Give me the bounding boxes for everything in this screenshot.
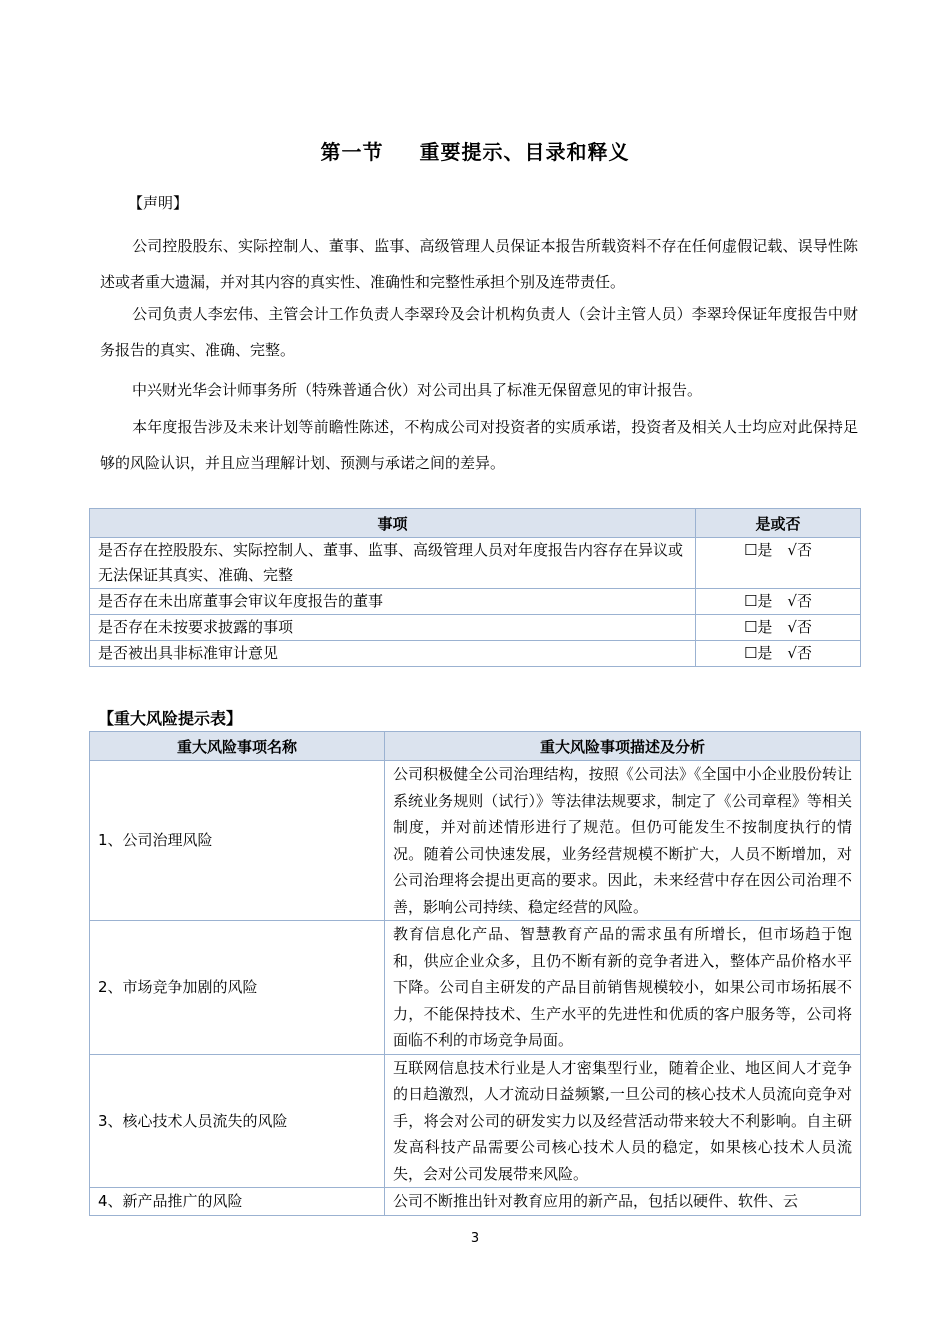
column-header: 重大风险事项描述及分析 — [385, 732, 861, 761]
column-header: 重大风险事项名称 — [90, 732, 385, 761]
table-row — [90, 538, 861, 589]
declaration-paragraph: 公司控股股东、实际控制人、董事、监事、高级管理人员保证本报告所载资料不存在任何虚假记载、误导性陈述或者重大遗漏，并对其内容的真实性、准确性和完整性承担个别及连带责任。 — [100, 237, 858, 291]
risk-name-cell: 3、核心技术人员流失的风险 — [90, 1054, 385, 1188]
item-cell: 是否存在控股股东、实际控制人、董事、监事、高级管理人员对年度报告内容存在异议或无法保证其真实、准确、完整 — [90, 538, 696, 589]
risk-name-cell: 4、新产品推广的风险 — [90, 1188, 385, 1216]
answer-cell: ☐是 √否 — [696, 538, 861, 589]
answer-cell: ☐是 √否 — [696, 641, 861, 667]
column-header: 事项 — [90, 509, 696, 538]
risk-table-heading: 【重大风险提示表】 — [98, 709, 243, 728]
risk-name-cell: 2、市场竞争加剧的风险 — [90, 921, 385, 1055]
declaration-heading: 【声明】 — [128, 194, 189, 212]
item-cell: 是否被出具非标准审计意见 — [90, 641, 696, 667]
risk-desc-cell: 互联网信息技术行业是人才密集型行业，随着企业、地区间人才竞争的日趋激烈，人才流动日益频繁,一旦公司的核心技术人员流向竞争对手，将会对公司的研发实力以及经营活动带来较大不利影响。自主研发高科技产品需要公司核心技术人员的稳定，如果核心技术人员流失，会对公司发展带来风险。 — [385, 1054, 861, 1188]
page-number: 3 — [470, 1231, 480, 1246]
risk-desc-cell: 公司积极健全公司治理结构，按照《公司法》《全国中小企业股份转让系统业务规则（试行）》等法律法规要求，制定了《公司章程》等相关制度，并对前述情形进行了规范。但仍可能发生不按制度执行的情况。随着公司快速发展，业务经营规模不断扩大，人员不断增加，对公司治理将会提出更高的要求。因此，未来经营中存在因公司治理不善，影响公司持续、稳定经营的风险。 — [385, 761, 861, 921]
table-row — [90, 615, 861, 641]
table-row — [90, 641, 861, 667]
risk-table — [89, 731, 861, 1216]
column-header: 是或否 — [696, 509, 861, 538]
item-cell: 是否存在未按要求披露的事项 — [90, 615, 696, 641]
table-row — [90, 921, 861, 1055]
table-row — [90, 761, 861, 921]
answer-cell: ☐是 √否 — [696, 615, 861, 641]
table-row — [90, 589, 861, 615]
table-row — [90, 1188, 861, 1216]
risk-desc-cell: 教育信息化产品、智慧教育产品的需求虽有所增长，但市场趋于饱和，供应企业众多，且仍不断有新的竞争者进入，整体产品价格水平下降。公司自主研发的产品目前销售规模较小，如果公司市场拓展不力，不能保持技术、生产水平的先进性和优质的客户服务等，公司将面临不利的市场竞争局面。 — [385, 921, 861, 1055]
declaration-paragraph: 公司负责人李宏伟、主管会计工作负责人李翠玲及会计机构负责人（会计主管人员）李翠玲保证年度报告中财务报告的真实、准确、完整。 — [100, 305, 858, 359]
answer-cell: ☐是 √否 — [696, 589, 861, 615]
section-title — [0, 136, 950, 165]
item-cell: 是否存在未出席董事会审议年度报告的董事 — [90, 589, 696, 615]
risk-name-cell: 1、公司治理风险 — [90, 761, 385, 921]
section-number: 第一节 — [320, 140, 384, 164]
confirmation-table — [89, 508, 861, 667]
declaration-paragraph: 中兴财光华会计师事务所（特殊普通合伙）对公司出具了标准无保留意见的审计报告。 — [132, 381, 703, 399]
risk-desc-cell: 公司不断推出针对教育应用的新产品，包括以硬件、软件、云 — [385, 1188, 861, 1216]
declaration-paragraph: 本年度报告涉及未来计划等前瞻性陈述，不构成公司对投资者的实质承诺，投资者及相关人士均应对此保持足够的风险认识，并且应当理解计划、预测与承诺之间的差异。 — [100, 418, 858, 472]
section-name: 重要提示、目录和释义 — [419, 140, 630, 164]
table-row — [90, 1054, 861, 1188]
